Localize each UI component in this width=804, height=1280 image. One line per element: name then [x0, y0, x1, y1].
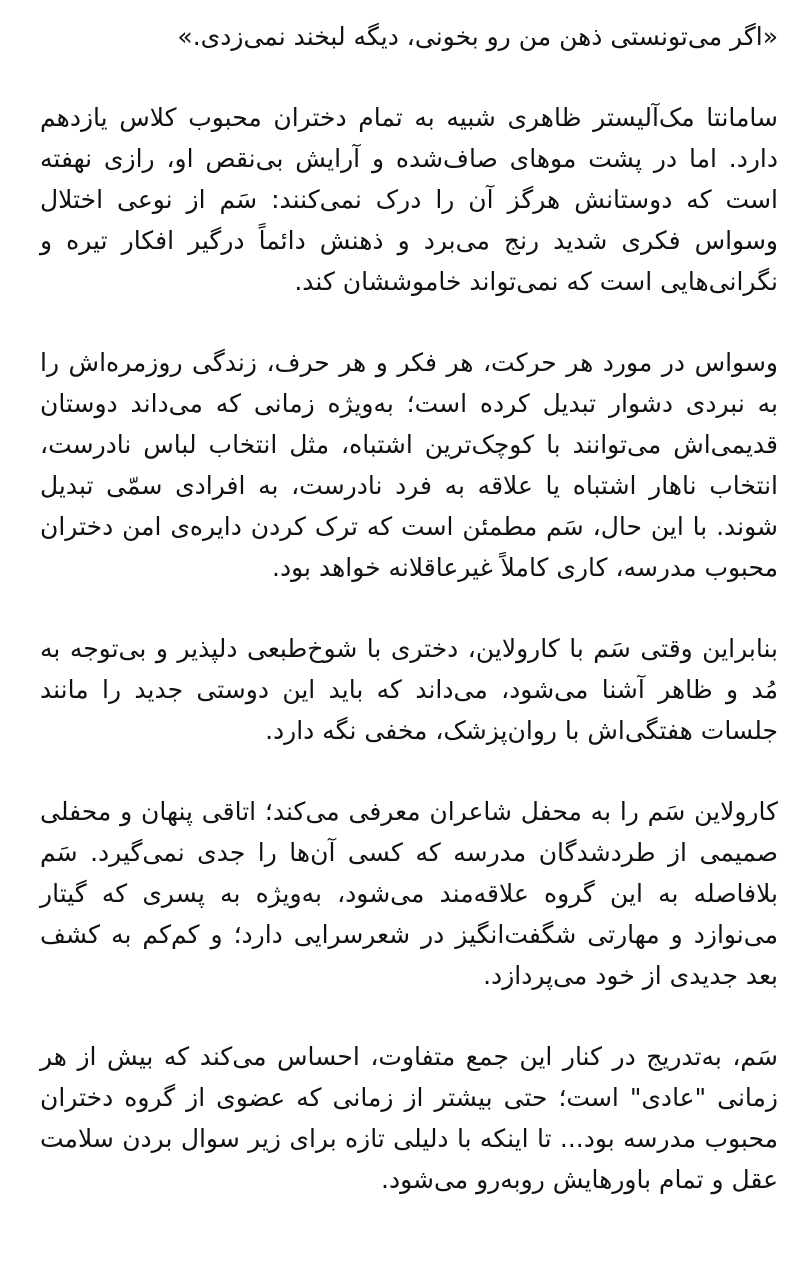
paragraph-poets-corner: کارولاین سَم را به محفل شاعران معرفی می‌کند؛ اتاقی پنهان و محفلی صمیمی از طردشدگان مدرسه که کسی آن‌ها را جدی نمی‌گیرد. سَم بلافاصله به این گروه علاقه‌مند می‌شود، به‌ویژه به پسری که گیتار می‌نوازد و مهارتی شگفت‌انگیز در شعرسرایی دارد؛ و کم‌کم به کشف بعد جدیدی از خود می‌پردازد.: [40, 797, 778, 990]
paragraph-obsession: وسواس در مورد هر حرکت، هر فکر و هر حرف، زندگی روزمره‌اش را به نبردی دشوار تبدیل کرده است؛ به‌ویژه زمانی که می‌داند دوستان قدیمی‌اش می‌توانند با کوچک‌ترین اشتباه، مثل انتخاب لباس نادرست، انتخاب ناهار اشتباه یا علاقه به فرد نادرست، به افرادی سمّی تبدیل شوند. با این حال، سَم مطمئن است که ترک کردن دایره‌ی امن دختران محبوب مدرسه، کاری کاملاً غیرعاقلانه خواهد بود.: [40, 348, 778, 582]
paragraph-conclusion: سَم، به‌تدریج در کنار این جمع متفاوت، احساس می‌کند که بیش از هر زمانی "عادی" است؛ حتی بیشتر از زمانی که عضوی از گروه دختران محبوب مدرسه بود... تا اینکه با دلیلی تازه برای زیر سوال بردن سلامت عقل و تمام باورهایش روبه‌رو می‌شود.: [40, 1042, 778, 1194]
opening-quote: «اگر می‌تونستی ذهن من رو بخونی، دیگه لبخند نمی‌زدی.»: [177, 22, 778, 51]
paragraph-caroline: بنابراین وقتی سَم با کارولاین، دختری با شوخ‌طبعی دلپذیر و بی‌توجه به مُد و ظاهر آشنا می‌شود، می‌داند که باید این دوستی جدید را مانند جلسات هفتگی‌اش با روان‌پزشک، مخفی نگه دارد.: [40, 634, 778, 745]
paragraph-intro: سامانتا مک‌آلیستر ظاهری شبیه به تمام دختران محبوب کلاس یازدهم دارد. اما در پشت موهای صاف‌شده و آرایش بی‌نقص او، رازی نهفته است که دوستانش هرگز آن را درک نمی‌کنند: سَم از نوعی اختلال وسواس فکری شدید رنج می‌برد و ذهنش دائماً درگیر افکار تیره و نگرانی‌هایی است که نمی‌تواند خاموششان کند.: [40, 103, 778, 296]
